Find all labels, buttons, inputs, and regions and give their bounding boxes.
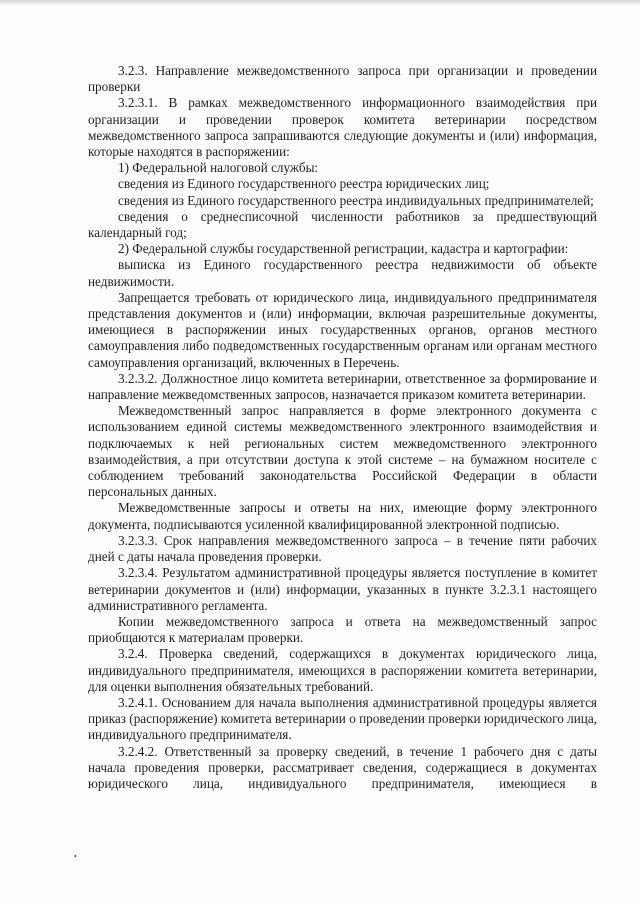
- paragraph: 3.2.3. Направление межведомственного запроса при организации и проведении проверки: [88, 63, 597, 95]
- paragraph: 3.2.3.2. Должностное лицо комитета ветеринарии, ответственное за формирование и направление межведомственных запросов, назначается приказом комитета ветеринарии.: [88, 370, 597, 403]
- paragraph: 3.2.3.3. Срок направления межведомственного запроса – в течение пяти рабочих дней с даты начала проведения проверки.: [88, 532, 597, 565]
- paragraph: 3.2.3.4. Результатом административной процедуры является поступление в комитет ветеринарии документов и (или) информации, указанных в пункте 3.2.3.1 настоящего административного регламента.: [88, 565, 597, 613]
- paragraph: 3.2.3.1. В рамках межведомственного информационного взаимодействия при организации и проведении проверок комитета ветеринарии посредством межведомственного запроса запрашиваются следующие документы и (или) информация, которые находятся в распоряжении:: [88, 95, 597, 160]
- scan-edge: [0, 0, 640, 5]
- paragraph: сведения из Единого государственного реестра юридических лиц;: [118, 176, 490, 192]
- scan-speck: •: [74, 852, 77, 861]
- paragraph: сведения о среднесписочной численности работников за предшествующий календарный год;: [88, 208, 597, 241]
- paragraph: Межведомственный запрос направляется в форме электронного документа с использованием единой системы межведомственного электронного взаимодействия и подключаемых к ней региональных систем межведомственного электронного взаимодействия, а при отсутствии доступа к этой системе – на бумажном носителе с соблюдением требований законодательства Российской Федерации в области персональных данных.: [88, 403, 597, 500]
- paragraph: сведения из Единого государственного реестра индивидуальных предпринимателей;: [118, 192, 594, 208]
- paragraph: 3.2.4.1. Основанием для начала выполнения административной процедуры является приказ (распоряжение) комитета ветеринарии о проведении проверки юридического лица, индивидуального предпринимателя.: [88, 694, 597, 743]
- paragraph: Межведомственные запросы и ответы на них, имеющие форму электронного документа, подписываются усиленной квалифицированной электронной подписью.: [88, 500, 597, 532]
- document-body: [88, 63, 597, 792]
- paragraph: Запрещается требовать от юридического лица, индивидуального предпринимателя представления документов и (или) информации, включая разрешительные документы, имеющиеся в распоряжении иных государственных органов, органов местного самоуправления либо подведомственных государственным органам или органам местного самоуправления организаций, включенных в Перечень.: [88, 289, 597, 370]
- paragraph: Копии межведомственного запроса и ответа на межведомственный запрос приобщаются к материалам проверки.: [88, 613, 597, 646]
- paragraph: 3.2.4. Проверка сведений, содержащихся в документах юридического лица, индивидуального предпринимателя, имеющихся в распоряжении комитета ветеринарии, для оценки выполнения обязательных требований.: [88, 646, 597, 694]
- paragraph: 2) Федеральной службы государственной регистрации, кадастра и картографии:: [118, 241, 569, 257]
- paragraph: 1) Федеральной налоговой службы:: [118, 160, 319, 176]
- paragraph: выписка из Единого государственного реестра недвижимости об объекте недвижимости.: [88, 257, 597, 289]
- paragraph: 3.2.4.2. Ответственный за проверку сведений, в течение 1 рабочего дня с даты начала проведения проверки, рассматривает сведения, содержащиеся в документах юридического лица, индивидуального предпринимателя, имеющиеся в: [88, 743, 597, 791]
